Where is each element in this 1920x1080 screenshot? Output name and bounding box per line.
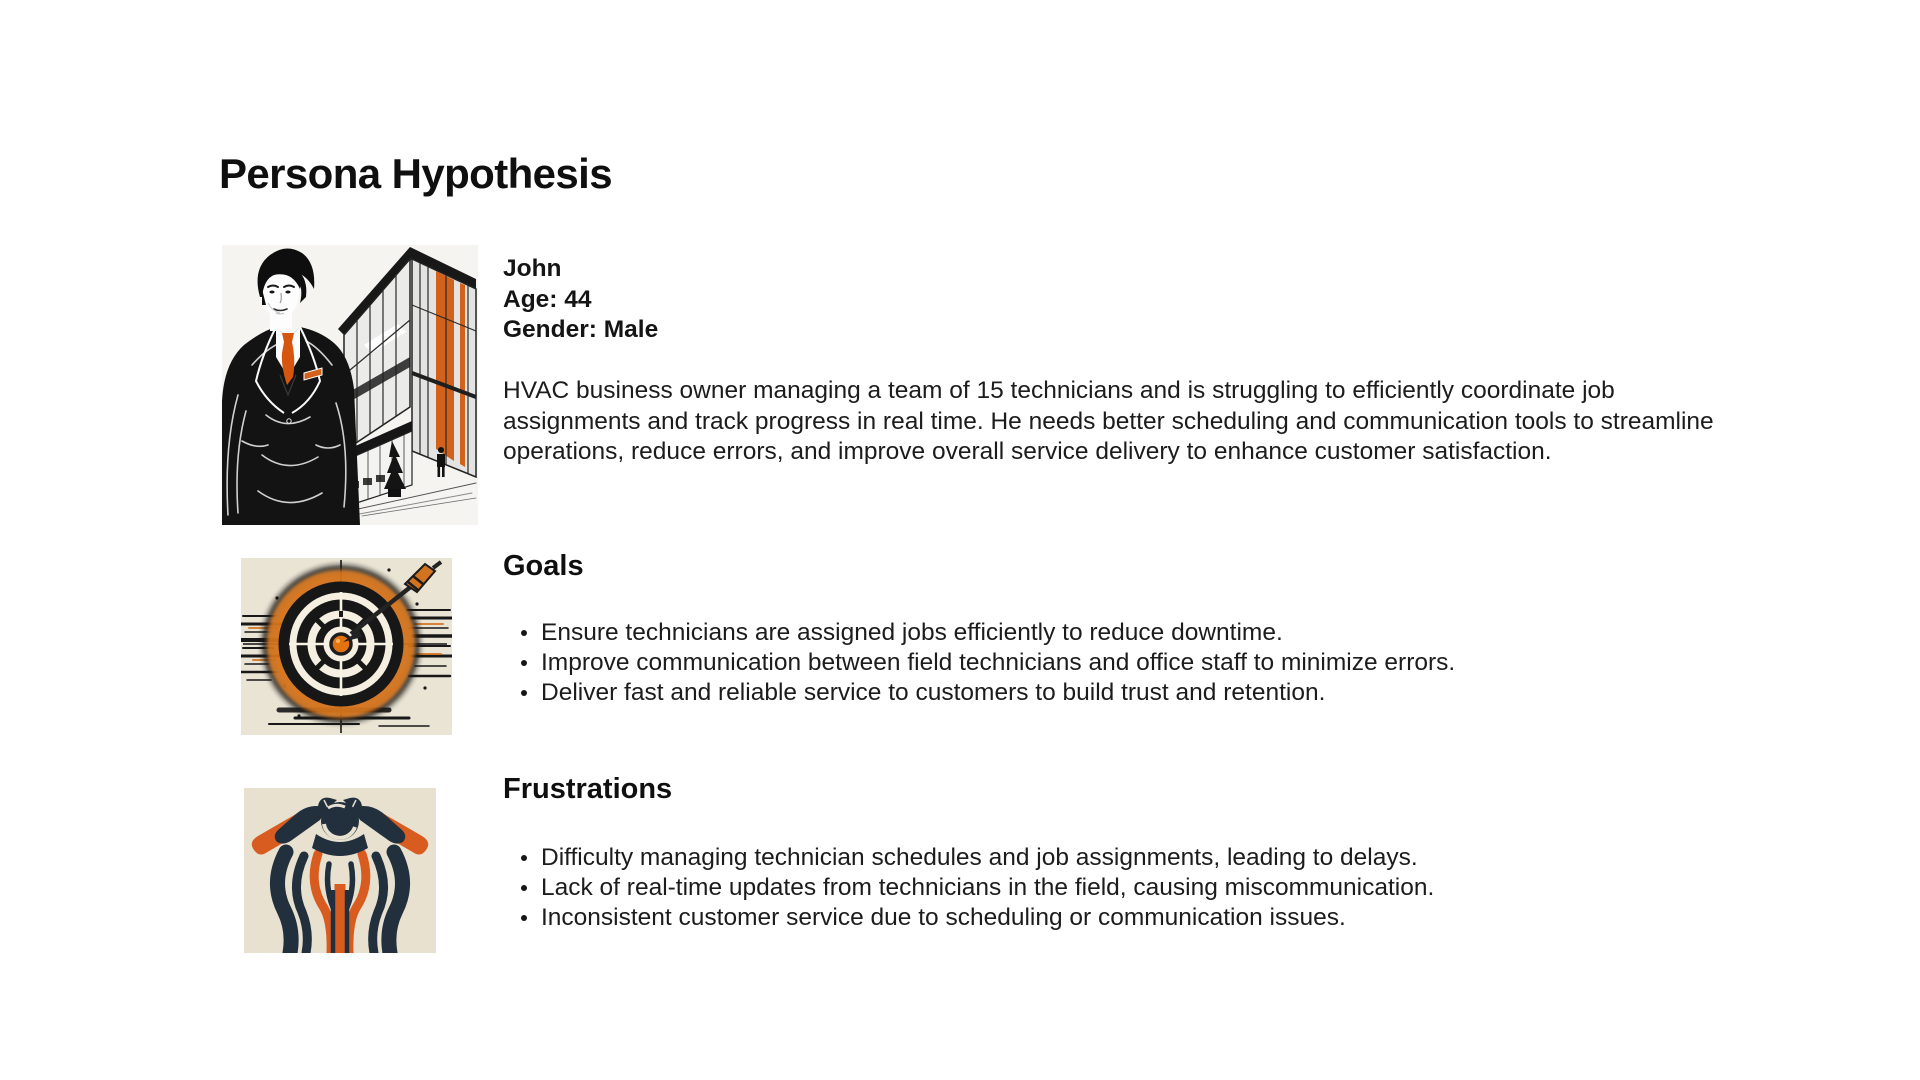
- bullet-item: Ensure technicians are assigned jobs efficiently to reduce downtime.: [503, 618, 1455, 648]
- persona-description: HVAC business owner managing a team of 15 technicians and is struggling to efficiently coordinate job assignments and track progress in real time. He needs better scheduling and communication tools to streamline operations, reduce errors, and improve overall service delivery to enhance customer satisfaction.: [503, 377, 1714, 465]
- goals-heading: Goals: [503, 550, 584, 582]
- frustrations-heading: Frustrations: [503, 773, 673, 805]
- target-arrow-icon: [241, 558, 452, 735]
- persona-gender: Gender: Male: [503, 316, 659, 343]
- persona-name: John: [503, 255, 562, 282]
- frustrations-list: [503, 843, 1434, 933]
- bullet-item: Inconsistent customer service due to scheduling or communication issues.: [503, 903, 1434, 933]
- bullet-item: Deliver fast and reliable service to customers to build trust and retention.: [503, 678, 1455, 708]
- bullet-item: Improve communication between field technicians and office staff to minimize errors.: [503, 648, 1455, 678]
- persona-portrait-illustration: [222, 245, 478, 525]
- frustrations-person-illustration: [244, 788, 436, 953]
- businessman-building-icon: [222, 245, 478, 525]
- goals-target-illustration: [241, 558, 452, 735]
- persona-identity: [503, 254, 658, 346]
- goals-list: [503, 618, 1455, 708]
- page-title: Persona Hypothesis: [219, 150, 612, 197]
- persona-age: Age: 44: [503, 285, 592, 313]
- bullet-item: Difficulty managing technician schedules and job assignments, leading to delays.: [503, 843, 1434, 873]
- frustrated-person-icon: [244, 788, 436, 953]
- bullet-item: Lack of real-time updates from technicians in the field, causing miscommunication.: [503, 873, 1434, 903]
